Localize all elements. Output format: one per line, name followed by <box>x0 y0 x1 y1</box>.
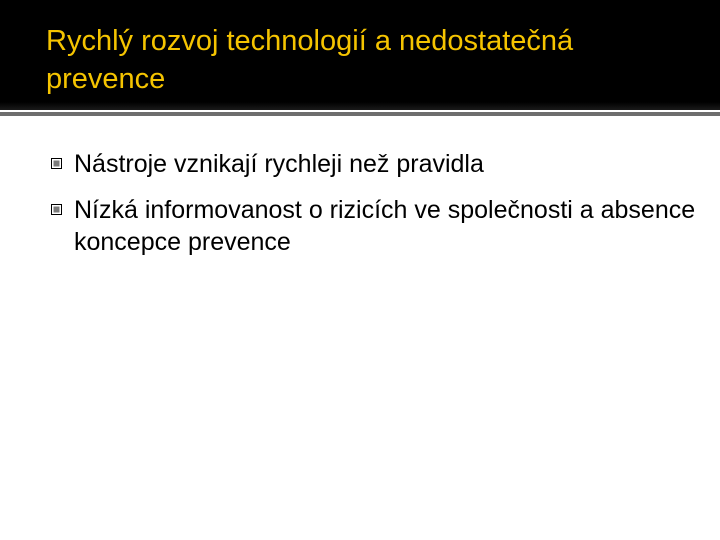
title-divider <box>0 112 720 116</box>
bullet-item <box>46 194 696 258</box>
bullet-text: Nízká informovanost o rizicích ve společnosti a absence koncepce prevence <box>74 196 696 256</box>
square-bullet-icon <box>51 158 62 169</box>
square-bullet-icon <box>51 204 62 215</box>
bullet-text: Nástroje vznikají rychleji než pravidla <box>74 150 484 178</box>
bullet-list <box>46 148 696 272</box>
slide-title: Rychlý rozvoj technologií a nedostatečná prevence <box>46 25 574 95</box>
bullet-item <box>46 148 696 180</box>
title-banner <box>0 0 720 110</box>
